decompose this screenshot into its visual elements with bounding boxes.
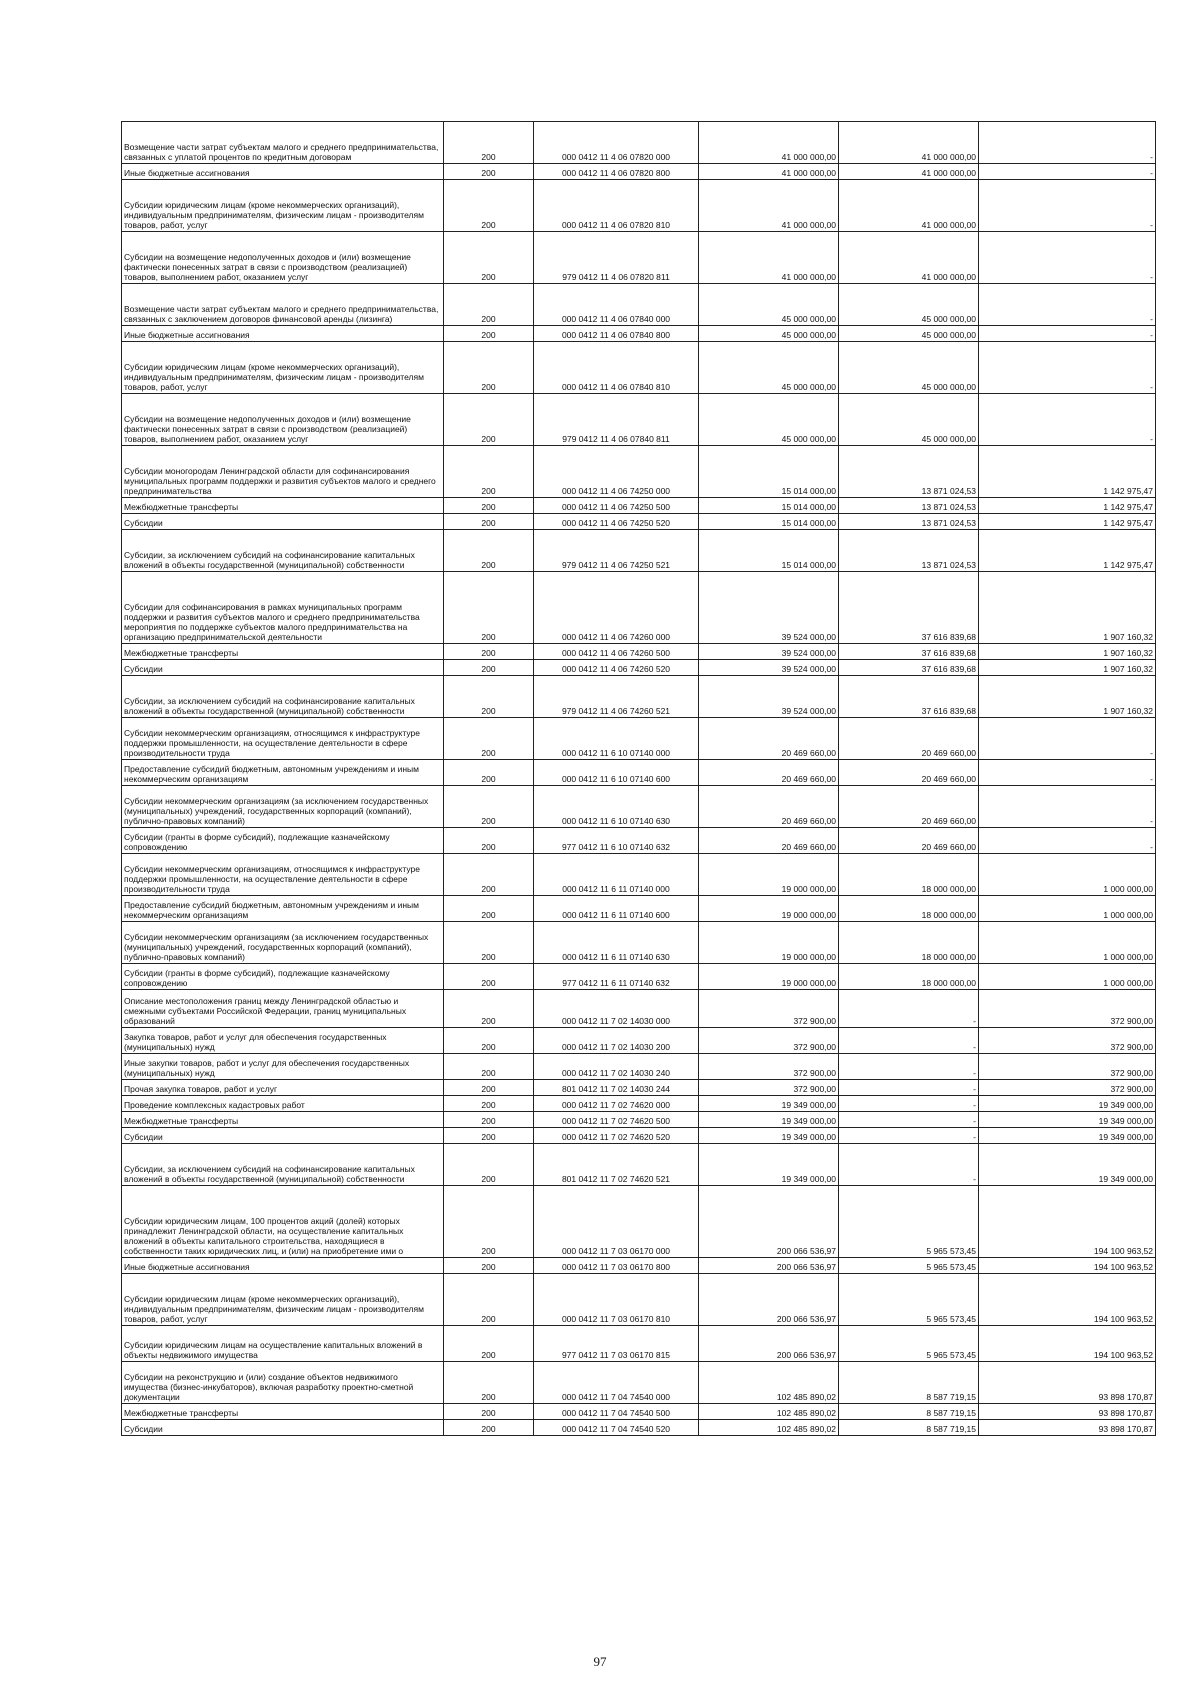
row-name: Предоставление субсидий бюджетным, автономным учреждениям и иным некоммерческим организациям (122, 896, 444, 922)
row-unexecuted-amount: 372 900,00 (979, 990, 1156, 1028)
row-approved-amount: 39 524 000,00 (699, 676, 839, 718)
row-approved-amount: 39 524 000,00 (699, 572, 839, 644)
row-approved-amount: 19 000 000,00 (699, 922, 839, 964)
table-row (122, 1128, 1156, 1144)
row-line-code: 200 (444, 718, 534, 760)
row-classification-code: 000 0412 11 6 11 07140 600 (534, 896, 699, 922)
row-name: Межбюджетные трансферты (122, 1112, 444, 1128)
row-unexecuted-amount: 1 000 000,00 (979, 896, 1156, 922)
row-classification-code: 977 0412 11 6 11 07140 632 (534, 964, 699, 990)
row-classification-code: 000 0412 11 7 02 14030 000 (534, 990, 699, 1028)
row-unexecuted-amount: 19 349 000,00 (979, 1096, 1156, 1112)
row-name: Закупка товаров, работ и услуг для обеспечения государственных (муниципальных) нужд (122, 1028, 444, 1054)
table-row (122, 572, 1156, 644)
row-unexecuted-amount: 19 349 000,00 (979, 1144, 1156, 1186)
row-classification-code: 000 0412 11 7 04 74540 520 (534, 1420, 699, 1436)
row-name: Иные закупки товаров, работ и услуг для обеспечения государственных (муниципальных) нужд (122, 1054, 444, 1080)
row-classification-code: 979 0412 11 4 06 74250 521 (534, 530, 699, 572)
row-name: Иные бюджетные ассигнования (122, 1258, 444, 1274)
row-classification-code: 000 0412 11 4 06 74250 500 (534, 498, 699, 514)
row-line-code: 200 (444, 854, 534, 896)
row-approved-amount: 41 000 000,00 (699, 180, 839, 232)
table-row (122, 644, 1156, 660)
row-approved-amount: 41 000 000,00 (699, 122, 839, 164)
row-classification-code: 979 0412 11 4 06 07840 811 (534, 394, 699, 446)
row-unexecuted-amount: 93 898 170,87 (979, 1420, 1156, 1436)
row-classification-code: 000 0412 11 6 11 07140 000 (534, 854, 699, 896)
row-name: Субсидии моногородам Ленинградской области для софинансирования муниципальных программ поддержки и развития субъектов малого и среднего предпринимательства (122, 446, 444, 498)
row-executed-amount: 41 000 000,00 (839, 232, 979, 284)
row-approved-amount: 45 000 000,00 (699, 284, 839, 326)
table-row (122, 446, 1156, 498)
row-unexecuted-amount: 1 142 975,47 (979, 446, 1156, 498)
row-line-code: 200 (444, 284, 534, 326)
row-classification-code: 000 0412 11 4 06 74250 520 (534, 514, 699, 530)
row-executed-amount: 18 000 000,00 (839, 922, 979, 964)
row-line-code: 200 (444, 1112, 534, 1128)
table-row (122, 232, 1156, 284)
row-classification-code: 977 0412 11 7 03 06170 815 (534, 1326, 699, 1362)
row-unexecuted-amount: 372 900,00 (979, 1028, 1156, 1054)
row-executed-amount: 18 000 000,00 (839, 854, 979, 896)
table-row (122, 498, 1156, 514)
row-classification-code: 801 0412 11 7 02 14030 244 (534, 1080, 699, 1096)
row-executed-amount: 18 000 000,00 (839, 964, 979, 990)
row-name: Субсидии, за исключением субсидий на софинансирование капитальных вложений в объекты государственной (муниципальной) собственности (122, 1144, 444, 1186)
table-row (122, 284, 1156, 326)
row-classification-code: 000 0412 11 4 06 07820 810 (534, 180, 699, 232)
row-name: Описание местоположения границ между Ленинградской областью и смежными субъектами Российской Федерации, границ муниципальных образований (122, 990, 444, 1028)
row-executed-amount: 37 616 839,68 (839, 644, 979, 660)
row-classification-code: 000 0412 11 7 02 74620 520 (534, 1128, 699, 1144)
row-unexecuted-amount: 1 142 975,47 (979, 514, 1156, 530)
row-name: Субсидии некоммерческим организациям (за исключением государственных (муниципальных) учреждений, государственных корпораций (компаний), публично-правовых компаний) (122, 786, 444, 828)
row-approved-amount: 19 349 000,00 (699, 1096, 839, 1112)
row-unexecuted-amount: 194 100 963,52 (979, 1274, 1156, 1326)
row-classification-code: 000 0412 11 6 10 07140 600 (534, 760, 699, 786)
row-executed-amount: 41 000 000,00 (839, 180, 979, 232)
table-row (122, 122, 1156, 164)
row-classification-code: 000 0412 11 4 06 74260 500 (534, 644, 699, 660)
table-row (122, 1186, 1156, 1258)
row-executed-amount: 20 469 660,00 (839, 760, 979, 786)
row-line-code: 200 (444, 1404, 534, 1420)
table-row (122, 1112, 1156, 1128)
row-line-code: 200 (444, 1186, 534, 1258)
row-unexecuted-amount: 372 900,00 (979, 1054, 1156, 1080)
row-name: Субсидии (122, 514, 444, 530)
row-approved-amount: 15 014 000,00 (699, 530, 839, 572)
row-line-code: 200 (444, 990, 534, 1028)
table-row (122, 530, 1156, 572)
row-executed-amount: 20 469 660,00 (839, 828, 979, 854)
row-name: Субсидии юридическим лицам (кроме некоммерческих организаций), индивидуальным предпринимателям, физическим лицам - производителям товаров, работ, услуг (122, 1274, 444, 1326)
row-name: Субсидии (гранты в форме субсидий), подлежащие казначейскому сопровождению (122, 964, 444, 990)
table-row (122, 896, 1156, 922)
row-approved-amount: 41 000 000,00 (699, 164, 839, 180)
row-executed-amount: 5 965 573,45 (839, 1326, 979, 1362)
row-classification-code: 000 0412 11 4 06 07840 800 (534, 326, 699, 342)
table-row (122, 718, 1156, 760)
row-name: Субсидии юридическим лицам (кроме некоммерческих организаций), индивидуальным предпринимателям, физическим лицам - производителям товаров, работ, услуг (122, 342, 444, 394)
row-approved-amount: 200 066 536,97 (699, 1326, 839, 1362)
row-executed-amount: 8 587 719,15 (839, 1404, 979, 1420)
row-unexecuted-amount: 93 898 170,87 (979, 1362, 1156, 1404)
row-classification-code: 000 0412 11 7 03 06170 810 (534, 1274, 699, 1326)
row-approved-amount: 45 000 000,00 (699, 326, 839, 342)
row-line-code: 200 (444, 446, 534, 498)
row-executed-amount: 20 469 660,00 (839, 786, 979, 828)
row-executed-amount: - (839, 1112, 979, 1128)
row-unexecuted-amount: 1 142 975,47 (979, 498, 1156, 514)
row-name: Возмещение части затрат субъектам малого и среднего предпринимательства, связанных с уплатой процентов по кредитным договорам (122, 122, 444, 164)
row-classification-code: 000 0412 11 6 10 07140 630 (534, 786, 699, 828)
row-executed-amount: 45 000 000,00 (839, 394, 979, 446)
row-name: Субсидии на возмещение недополученных доходов и (или) возмещение фактически понесенных затрат в связи с производством (реализацией) товаров, выполнением работ, оказанием услуг (122, 232, 444, 284)
row-line-code: 200 (444, 1362, 534, 1404)
row-line-code: 200 (444, 644, 534, 660)
row-name: Субсидии, за исключением субсидий на софинансирование капитальных вложений в объекты государственной (муниципальной) собственности (122, 530, 444, 572)
table-row (122, 326, 1156, 342)
row-line-code: 200 (444, 1028, 534, 1054)
row-approved-amount: 372 900,00 (699, 1080, 839, 1096)
row-unexecuted-amount: - (979, 718, 1156, 760)
row-name: Субсидии для софинансирования в рамках муниципальных программ поддержки и развития субъектов малого и среднего предпринимательства мероприятия по поддержке субъектов малого предпринимательства на организацию предпринимательской деятельности (122, 572, 444, 644)
row-executed-amount: 37 616 839,68 (839, 660, 979, 676)
table-row (122, 1096, 1156, 1112)
row-executed-amount: - (839, 1080, 979, 1096)
table-row (122, 1362, 1156, 1404)
table-row (122, 180, 1156, 232)
row-unexecuted-amount: 93 898 170,87 (979, 1404, 1156, 1420)
row-executed-amount: - (839, 1054, 979, 1080)
row-unexecuted-amount: - (979, 326, 1156, 342)
row-name: Субсидии на возмещение недополученных доходов и (или) возмещение фактически понесенных затрат в связи с производством (реализацией) товаров, выполнением работ, оказанием услуг (122, 394, 444, 446)
row-unexecuted-amount: - (979, 122, 1156, 164)
table-row (122, 786, 1156, 828)
table-row (122, 164, 1156, 180)
row-approved-amount: 372 900,00 (699, 990, 839, 1028)
row-line-code: 200 (444, 342, 534, 394)
table-row (122, 854, 1156, 896)
row-line-code: 200 (444, 660, 534, 676)
table-row (122, 1080, 1156, 1096)
row-name: Проведение комплексных кадастровых работ (122, 1096, 444, 1112)
row-line-code: 200 (444, 964, 534, 990)
row-classification-code: 977 0412 11 6 10 07140 632 (534, 828, 699, 854)
row-unexecuted-amount: 1 000 000,00 (979, 964, 1156, 990)
row-unexecuted-amount: 1 907 160,32 (979, 644, 1156, 660)
row-classification-code: 000 0412 11 4 06 07820 000 (534, 122, 699, 164)
row-name: Субсидии некоммерческим организациям, относящимся к инфраструктуре поддержки промышленности, на осуществление деятельности в сфере производительности труда (122, 718, 444, 760)
table-row (122, 1258, 1156, 1274)
row-executed-amount: 45 000 000,00 (839, 342, 979, 394)
row-unexecuted-amount: 19 349 000,00 (979, 1128, 1156, 1144)
row-executed-amount: - (839, 1128, 979, 1144)
row-executed-amount: - (839, 1096, 979, 1112)
row-approved-amount: 20 469 660,00 (699, 786, 839, 828)
row-line-code: 200 (444, 394, 534, 446)
row-name: Межбюджетные трансферты (122, 1404, 444, 1420)
row-unexecuted-amount: - (979, 284, 1156, 326)
table-row (122, 1274, 1156, 1326)
row-executed-amount: - (839, 1028, 979, 1054)
row-unexecuted-amount: - (979, 232, 1156, 284)
row-classification-code: 000 0412 11 7 03 06170 800 (534, 1258, 699, 1274)
row-executed-amount: 45 000 000,00 (839, 326, 979, 342)
row-classification-code: 000 0412 11 4 06 07840 810 (534, 342, 699, 394)
row-name: Субсидии (122, 660, 444, 676)
table-row (122, 1326, 1156, 1362)
row-name: Субсидии некоммерческим организациям, относящимся к инфраструктуре поддержки промышленности, на осуществление деятельности в сфере производительности труда (122, 854, 444, 896)
row-approved-amount: 200 066 536,97 (699, 1274, 839, 1326)
table-row (122, 990, 1156, 1028)
row-name: Субсидии (122, 1420, 444, 1436)
page-number: 97 (593, 1654, 607, 1669)
row-classification-code: 000 0412 11 4 06 74250 000 (534, 446, 699, 498)
row-classification-code: 979 0412 11 4 06 07820 811 (534, 232, 699, 284)
row-name: Субсидии (122, 1128, 444, 1144)
row-executed-amount: 5 965 573,45 (839, 1258, 979, 1274)
row-line-code: 200 (444, 530, 534, 572)
row-classification-code: 979 0412 11 4 06 74260 521 (534, 676, 699, 718)
row-approved-amount: 45 000 000,00 (699, 394, 839, 446)
table-row (122, 964, 1156, 990)
table-row (122, 1144, 1156, 1186)
row-name: Прочая закупка товаров, работ и услуг (122, 1080, 444, 1096)
row-approved-amount: 39 524 000,00 (699, 644, 839, 660)
row-approved-amount: 45 000 000,00 (699, 342, 839, 394)
row-approved-amount: 20 469 660,00 (699, 760, 839, 786)
row-executed-amount: 41 000 000,00 (839, 122, 979, 164)
table-row (122, 342, 1156, 394)
row-name: Возмещение части затрат субъектам малого и среднего предпринимательства, связанных с заключением договоров финансовой аренды (лизинга) (122, 284, 444, 326)
row-approved-amount: 19 000 000,00 (699, 964, 839, 990)
row-name: Субсидии некоммерческим организациям (за исключением государственных (муниципальных) учреждений, государственных корпораций (компаний), публично-правовых компаний) (122, 922, 444, 964)
row-line-code: 200 (444, 1326, 534, 1362)
row-line-code: 200 (444, 1096, 534, 1112)
row-unexecuted-amount: 194 100 963,52 (979, 1186, 1156, 1258)
row-name: Предоставление субсидий бюджетным, автономным учреждениям и иным некоммерческим организациям (122, 760, 444, 786)
row-line-code: 200 (444, 922, 534, 964)
row-name: Межбюджетные трансферты (122, 498, 444, 514)
table-row (122, 1404, 1156, 1420)
row-approved-amount: 15 014 000,00 (699, 446, 839, 498)
row-approved-amount: 20 469 660,00 (699, 828, 839, 854)
row-name: Субсидии (гранты в форме субсидий), подлежащие казначейскому сопровождению (122, 828, 444, 854)
row-name: Субсидии, за исключением субсидий на софинансирование капитальных вложений в объекты государственной (муниципальной) собственности (122, 676, 444, 718)
row-classification-code: 000 0412 11 7 02 74620 000 (534, 1096, 699, 1112)
row-classification-code: 000 0412 11 7 02 14030 200 (534, 1028, 699, 1054)
row-line-code: 200 (444, 164, 534, 180)
row-name: Иные бюджетные ассигнования (122, 326, 444, 342)
row-approved-amount: 200 066 536,97 (699, 1186, 839, 1258)
table-row (122, 514, 1156, 530)
row-executed-amount: 45 000 000,00 (839, 284, 979, 326)
row-classification-code: 000 0412 11 7 04 74540 500 (534, 1404, 699, 1420)
table-body (122, 122, 1156, 1436)
budget-execution-table (121, 121, 1156, 1436)
row-classification-code: 000 0412 11 4 06 74260 000 (534, 572, 699, 644)
row-classification-code: 000 0412 11 7 03 06170 000 (534, 1186, 699, 1258)
row-line-code: 200 (444, 326, 534, 342)
row-executed-amount: 20 469 660,00 (839, 718, 979, 760)
table-row (122, 394, 1156, 446)
row-name: Иные бюджетные ассигнования (122, 164, 444, 180)
row-line-code: 200 (444, 498, 534, 514)
row-executed-amount: 13 871 024,53 (839, 530, 979, 572)
row-line-code: 200 (444, 896, 534, 922)
row-unexecuted-amount: 194 100 963,52 (979, 1258, 1156, 1274)
row-executed-amount: 8 587 719,15 (839, 1362, 979, 1404)
row-approved-amount: 102 485 890,02 (699, 1404, 839, 1420)
row-line-code: 200 (444, 1258, 534, 1274)
row-approved-amount: 19 349 000,00 (699, 1112, 839, 1128)
row-executed-amount: 41 000 000,00 (839, 164, 979, 180)
row-approved-amount: 102 485 890,02 (699, 1362, 839, 1404)
row-executed-amount: 13 871 024,53 (839, 514, 979, 530)
row-approved-amount: 15 014 000,00 (699, 498, 839, 514)
row-approved-amount: 372 900,00 (699, 1054, 839, 1080)
table-row (122, 828, 1156, 854)
row-executed-amount: 13 871 024,53 (839, 498, 979, 514)
row-name: Субсидии на реконструкцию и (или) создание объектов недвижимого имущества (бизнес-инкубаторов), включая разработку проектно-сметной документации (122, 1362, 444, 1404)
row-name: Межбюджетные трансферты (122, 644, 444, 660)
row-classification-code: 000 0412 11 7 02 14030 240 (534, 1054, 699, 1080)
row-unexecuted-amount: 1 907 160,32 (979, 676, 1156, 718)
row-name: Субсидии юридическим лицам на осуществление капитальных вложений в объекты недвижимого имущества (122, 1326, 444, 1362)
table-row (122, 1028, 1156, 1054)
row-unexecuted-amount: - (979, 180, 1156, 232)
row-approved-amount: 19 000 000,00 (699, 854, 839, 896)
row-classification-code: 000 0412 11 7 02 74620 500 (534, 1112, 699, 1128)
row-approved-amount: 200 066 536,97 (699, 1258, 839, 1274)
row-classification-code: 000 0412 11 4 06 07820 800 (534, 164, 699, 180)
row-approved-amount: 41 000 000,00 (699, 232, 839, 284)
row-approved-amount: 102 485 890,02 (699, 1420, 839, 1436)
row-unexecuted-amount: - (979, 828, 1156, 854)
row-executed-amount: 37 616 839,68 (839, 676, 979, 718)
row-unexecuted-amount: - (979, 394, 1156, 446)
table-row (122, 1420, 1156, 1436)
row-unexecuted-amount: 1 000 000,00 (979, 922, 1156, 964)
row-unexecuted-amount: 1 000 000,00 (979, 854, 1156, 896)
row-line-code: 200 (444, 760, 534, 786)
row-approved-amount: 15 014 000,00 (699, 514, 839, 530)
table-row (122, 760, 1156, 786)
row-executed-amount: - (839, 1144, 979, 1186)
row-unexecuted-amount: 19 349 000,00 (979, 1112, 1156, 1128)
row-approved-amount: 19 000 000,00 (699, 896, 839, 922)
row-line-code: 200 (444, 514, 534, 530)
row-classification-code: 000 0412 11 6 11 07140 630 (534, 922, 699, 964)
row-line-code: 200 (444, 180, 534, 232)
row-line-code: 200 (444, 1420, 534, 1436)
row-line-code: 200 (444, 1080, 534, 1096)
row-unexecuted-amount: - (979, 342, 1156, 394)
row-executed-amount: 5 965 573,45 (839, 1274, 979, 1326)
row-line-code: 200 (444, 786, 534, 828)
row-line-code: 200 (444, 122, 534, 164)
table-row (122, 1054, 1156, 1080)
row-executed-amount: 8 587 719,15 (839, 1420, 979, 1436)
row-line-code: 200 (444, 1054, 534, 1080)
row-unexecuted-amount: 194 100 963,52 (979, 1326, 1156, 1362)
row-classification-code: 000 0412 11 6 10 07140 000 (534, 718, 699, 760)
row-executed-amount: 37 616 839,68 (839, 572, 979, 644)
row-classification-code: 000 0412 11 4 06 07840 000 (534, 284, 699, 326)
row-unexecuted-amount: 372 900,00 (979, 1080, 1156, 1096)
row-executed-amount: - (839, 990, 979, 1028)
table-row (122, 922, 1156, 964)
table-row (122, 660, 1156, 676)
row-classification-code: 000 0412 11 4 06 74260 520 (534, 660, 699, 676)
row-executed-amount: 13 871 024,53 (839, 446, 979, 498)
row-classification-code: 000 0412 11 7 04 74540 000 (534, 1362, 699, 1404)
row-executed-amount: 18 000 000,00 (839, 896, 979, 922)
row-name: Субсидии юридическим лицам (кроме некоммерческих организаций), индивидуальным предпринимателям, физическим лицам - производителям товаров, работ, услуг (122, 180, 444, 232)
row-approved-amount: 20 469 660,00 (699, 718, 839, 760)
row-name: Субсидии юридическим лицам, 100 процентов акций (долей) которых принадлежит Ленинградской области, на осуществление капитальных вложений в объекты капитального строительства, находящиеся в собственности таких юридических лиц, и (или) на приобретение ими о (122, 1186, 444, 1258)
row-approved-amount: 19 349 000,00 (699, 1128, 839, 1144)
row-unexecuted-amount: 1 907 160,32 (979, 660, 1156, 676)
row-approved-amount: 19 349 000,00 (699, 1144, 839, 1186)
row-unexecuted-amount: 1 907 160,32 (979, 572, 1156, 644)
row-line-code: 200 (444, 828, 534, 854)
row-line-code: 200 (444, 1144, 534, 1186)
row-line-code: 200 (444, 1128, 534, 1144)
row-approved-amount: 39 524 000,00 (699, 660, 839, 676)
row-line-code: 200 (444, 572, 534, 644)
table-row (122, 676, 1156, 718)
row-approved-amount: 372 900,00 (699, 1028, 839, 1054)
row-unexecuted-amount: 1 142 975,47 (979, 530, 1156, 572)
row-line-code: 200 (444, 1274, 534, 1326)
row-unexecuted-amount: - (979, 164, 1156, 180)
row-unexecuted-amount: - (979, 786, 1156, 828)
row-classification-code: 801 0412 11 7 02 74620 521 (534, 1144, 699, 1186)
row-line-code: 200 (444, 232, 534, 284)
row-executed-amount: 5 965 573,45 (839, 1186, 979, 1258)
row-line-code: 200 (444, 676, 534, 718)
row-unexecuted-amount: - (979, 760, 1156, 786)
